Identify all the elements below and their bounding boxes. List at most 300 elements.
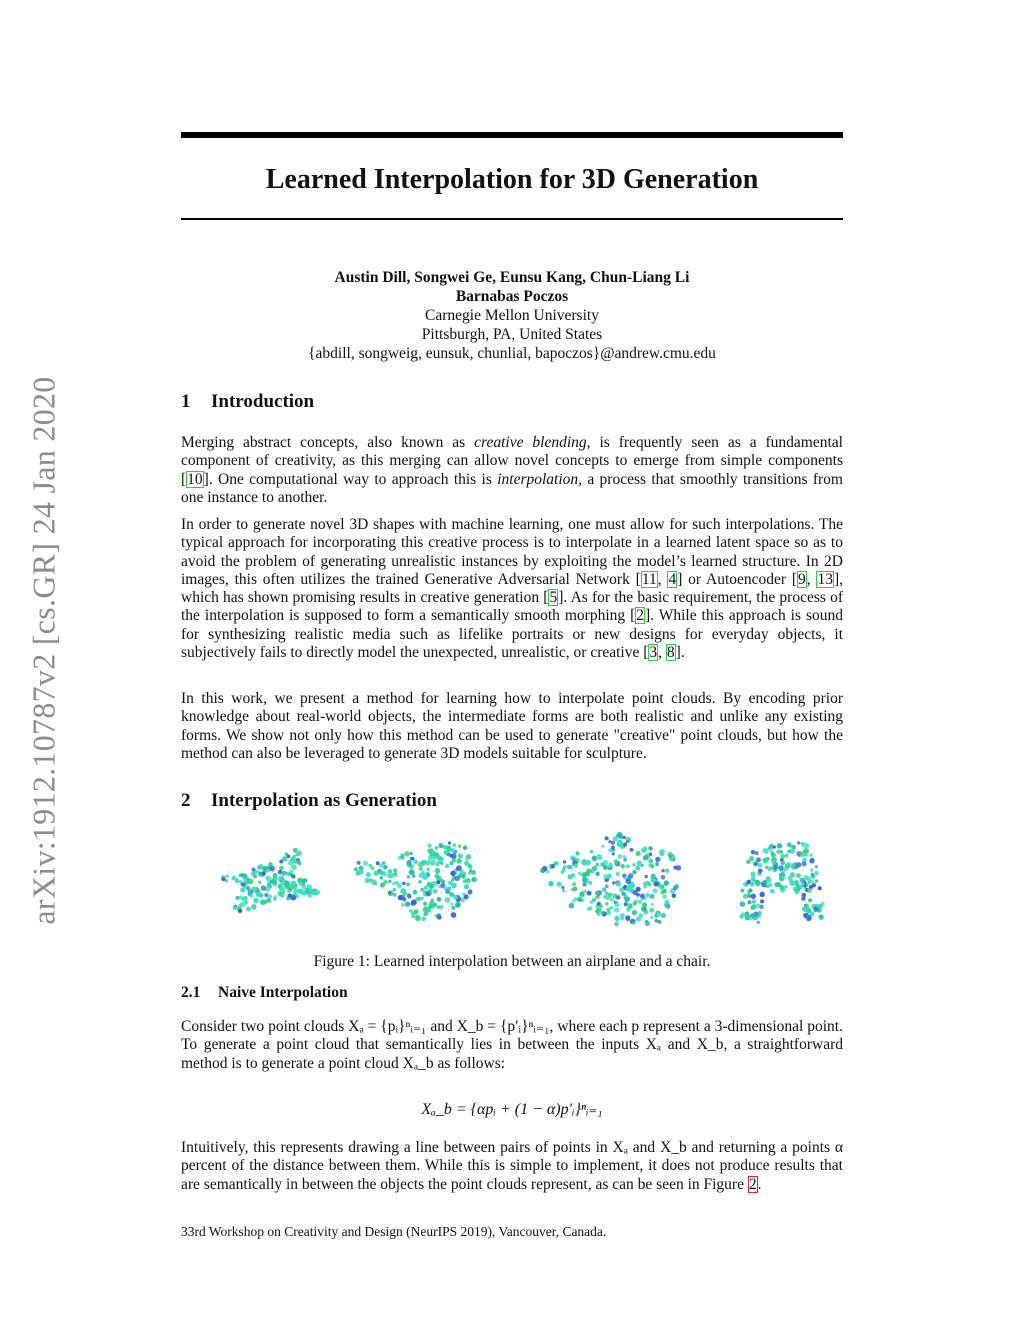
point-dot bbox=[754, 862, 757, 865]
point-dot bbox=[771, 866, 774, 869]
point-dot bbox=[267, 883, 271, 887]
point-cloud-airplane bbox=[221, 848, 320, 913]
citation-link-10[interactable]: 10 bbox=[187, 470, 203, 488]
point-dot bbox=[784, 853, 788, 857]
point-dot bbox=[776, 849, 781, 854]
point-dot bbox=[420, 897, 424, 901]
point-dot bbox=[432, 881, 438, 887]
point-dot bbox=[655, 862, 659, 866]
point-dot bbox=[750, 882, 754, 886]
point-dot bbox=[311, 891, 314, 894]
point-dot bbox=[815, 865, 818, 868]
point-dot bbox=[625, 896, 630, 901]
text-run: ]. bbox=[675, 644, 685, 662]
point-dot bbox=[741, 913, 746, 918]
text-run: ] or Autoencoder [ bbox=[677, 570, 798, 588]
point-dot bbox=[645, 920, 648, 923]
point-dot bbox=[665, 900, 670, 905]
point-dot bbox=[747, 900, 751, 904]
text-run: , is frequently seen as a fundamental component of creativity, as this merging can allow novel concepts to emerge from simple components [ bbox=[181, 434, 843, 488]
point-dot bbox=[658, 884, 662, 888]
emphasis-creative-blending: creative blending bbox=[474, 434, 587, 451]
point-dot bbox=[649, 908, 654, 913]
point-dot bbox=[618, 833, 624, 839]
point-dot bbox=[288, 860, 294, 866]
location: Pittsburgh, PA, United States bbox=[421, 326, 603, 343]
point-dot bbox=[643, 885, 647, 889]
point-dot bbox=[618, 854, 623, 859]
point-dot bbox=[780, 885, 785, 890]
point-dot bbox=[625, 864, 629, 868]
point-dot bbox=[370, 866, 374, 870]
point-dot bbox=[614, 859, 619, 864]
point-dot bbox=[662, 895, 666, 899]
point-dot bbox=[465, 857, 469, 861]
point-dot bbox=[428, 904, 433, 909]
text-run: ]. As for the basic requirement, the process of the interpolation is supposed to form a semantically smooth morphing [ bbox=[181, 589, 843, 625]
point-dot bbox=[612, 881, 616, 885]
point-dot bbox=[401, 856, 405, 860]
point-dot bbox=[627, 903, 630, 906]
point-dot bbox=[450, 861, 454, 865]
section-title: Introduction bbox=[211, 391, 315, 412]
point-dot bbox=[630, 848, 634, 852]
text-run: Intuitively, this represents drawing a line between pairs of points in Xₐ and X_b and returning a points α percent of the distance between them. While this is simple to implement, it does not produce results that are semantically in between the objects the point clouds represent, as can be seen in Figure bbox=[181, 1139, 843, 1193]
point-dot bbox=[608, 863, 613, 868]
point-dot bbox=[650, 864, 654, 868]
point-dot bbox=[240, 902, 246, 908]
point-dot bbox=[463, 879, 467, 883]
title-rule-bottom bbox=[181, 218, 843, 220]
citation-link-2[interactable]: 2 bbox=[636, 607, 644, 625]
point-dot bbox=[676, 865, 681, 870]
point-dot bbox=[600, 862, 604, 866]
point-dot bbox=[266, 869, 270, 873]
point-dot bbox=[393, 893, 397, 897]
point-dot bbox=[654, 881, 659, 886]
point-dot bbox=[296, 860, 300, 864]
point-dot bbox=[648, 846, 652, 850]
point-dot bbox=[448, 848, 452, 852]
citation-link-5[interactable]: 5 bbox=[549, 589, 558, 607]
point-dot bbox=[246, 877, 250, 881]
point-dot bbox=[407, 894, 412, 899]
point-dot bbox=[803, 908, 806, 911]
point-cloud-chair bbox=[739, 841, 824, 924]
point-dot bbox=[436, 862, 440, 866]
point-dot bbox=[435, 853, 439, 857]
point-dot bbox=[625, 887, 630, 892]
point-dot bbox=[616, 882, 621, 887]
point-dot bbox=[444, 886, 448, 890]
point-dot bbox=[413, 910, 418, 915]
citation-link-13[interactable]: 13 bbox=[817, 570, 833, 588]
point-dot bbox=[445, 851, 448, 854]
point-dot bbox=[811, 873, 814, 876]
point-dot bbox=[766, 857, 770, 861]
point-dot bbox=[814, 871, 819, 876]
point-cloud-interpolation-1 bbox=[354, 841, 477, 921]
point-dot bbox=[620, 917, 624, 921]
point-dot bbox=[418, 862, 424, 868]
point-dot bbox=[650, 894, 655, 899]
point-dot bbox=[389, 873, 394, 878]
point-dot bbox=[287, 890, 290, 893]
point-dot bbox=[771, 852, 776, 857]
point-dot bbox=[650, 916, 653, 919]
point-dot bbox=[464, 884, 469, 889]
point-dot bbox=[378, 869, 382, 873]
point-dot bbox=[632, 870, 636, 874]
point-dot bbox=[656, 913, 660, 917]
point-dot bbox=[810, 868, 813, 871]
point-dot bbox=[632, 910, 638, 916]
point-dot bbox=[674, 884, 679, 889]
point-dot bbox=[563, 860, 566, 863]
point-dot bbox=[768, 847, 771, 850]
point-dot bbox=[383, 880, 388, 885]
point-dot bbox=[625, 915, 630, 920]
point-dot bbox=[773, 845, 776, 848]
point-dot bbox=[608, 893, 613, 898]
point-dot bbox=[648, 859, 653, 864]
point-dot bbox=[791, 848, 794, 851]
point-dot bbox=[398, 895, 403, 900]
affiliation: Carnegie Mellon University bbox=[425, 307, 599, 324]
section-number: 1 bbox=[181, 391, 191, 412]
section-number: 2 bbox=[181, 790, 191, 811]
point-dot bbox=[605, 884, 609, 888]
point-dot bbox=[279, 887, 284, 892]
point-dot bbox=[401, 903, 405, 907]
point-dot bbox=[388, 880, 391, 883]
point-dot bbox=[256, 892, 262, 898]
point-dot bbox=[442, 845, 445, 848]
point-dot bbox=[787, 850, 791, 854]
point-dot bbox=[260, 900, 265, 905]
point-dot bbox=[623, 876, 626, 879]
intro-paragraph-2 bbox=[181, 516, 843, 662]
citation-link-4[interactable]: 4 bbox=[668, 570, 677, 588]
point-dot bbox=[305, 888, 310, 893]
subsection-heading-naive-interpolation bbox=[181, 984, 348, 1002]
text-run: In order to generate novel 3D shapes with machine learning, one must allow for such interpolations. The typical approach for incorporating this creative process is to interpolate in a learned latent space so as to avoid the problem of generating unrealistic instances by exploiting the model’s learned structure. In 2D images, this often utilizes the trained Generative Adversarial Network [ bbox=[181, 516, 843, 588]
point-cloud-interpolation-2 bbox=[540, 832, 681, 927]
point-dot bbox=[759, 904, 763, 908]
point-dot bbox=[789, 879, 794, 884]
point-dot bbox=[426, 868, 430, 872]
point-dot bbox=[226, 875, 229, 878]
text-run: , a process that smoothly transitions from one instance to another. bbox=[181, 470, 843, 506]
point-dot bbox=[567, 865, 571, 869]
section-title: Interpolation as Generation bbox=[211, 790, 437, 811]
point-dot bbox=[586, 872, 590, 876]
point-dot bbox=[574, 897, 578, 901]
point-dot bbox=[740, 889, 744, 893]
point-dot bbox=[642, 902, 647, 907]
citation-link-3[interactable]: 3 bbox=[649, 644, 658, 662]
point-dot bbox=[548, 881, 553, 886]
arxiv-stamp-text: arXiv:1912.10787v2 [cs.GR] 24 Jan 2020 bbox=[25, 375, 62, 925]
paper-title: Learned Interpolation for 3D Generation bbox=[265, 164, 759, 195]
point-dot bbox=[428, 889, 432, 893]
point-dot bbox=[654, 919, 658, 923]
point-dot bbox=[662, 889, 667, 894]
point-dot bbox=[253, 898, 259, 904]
author-names-line2: Barnabas Poczos bbox=[455, 288, 569, 305]
point-dot bbox=[578, 872, 582, 876]
point-dot bbox=[621, 864, 625, 868]
point-dot bbox=[560, 870, 563, 873]
point-dot bbox=[665, 869, 670, 874]
point-cloud-interpolation-figure bbox=[210, 823, 840, 943]
text-run: , bbox=[657, 570, 668, 588]
point-dot bbox=[291, 895, 296, 900]
point-dot bbox=[402, 882, 406, 886]
point-dot bbox=[751, 875, 756, 880]
point-dot bbox=[606, 907, 610, 911]
point-dot bbox=[779, 873, 783, 877]
point-dot bbox=[366, 872, 371, 877]
point-dot bbox=[758, 868, 763, 873]
point-dot bbox=[669, 855, 672, 858]
point-dot bbox=[258, 881, 261, 884]
point-dot bbox=[251, 867, 255, 871]
point-dot bbox=[757, 921, 761, 925]
point-dot bbox=[625, 878, 631, 884]
point-dot bbox=[595, 891, 599, 895]
point-dot bbox=[578, 898, 582, 902]
point-dot bbox=[273, 897, 276, 900]
point-dot bbox=[407, 875, 411, 879]
point-dot bbox=[239, 880, 242, 883]
point-dot bbox=[614, 902, 619, 907]
point-dot bbox=[672, 894, 677, 899]
point-dot bbox=[563, 865, 566, 868]
point-dot bbox=[796, 862, 801, 867]
emails: {abdill, songweig, eunsuk, chunlial, bapoczos}@andrew.cmu.edu bbox=[308, 345, 716, 362]
point-dot bbox=[472, 878, 475, 881]
point-dot bbox=[610, 906, 613, 909]
point-dot bbox=[797, 841, 801, 845]
point-dot bbox=[651, 875, 655, 879]
point-dot bbox=[636, 860, 641, 865]
point-dot bbox=[740, 901, 745, 906]
point-dot bbox=[253, 874, 257, 878]
point-dot bbox=[279, 859, 283, 863]
point-dot bbox=[810, 879, 814, 883]
point-dot bbox=[813, 907, 818, 912]
point-dot bbox=[583, 890, 587, 894]
point-dot bbox=[450, 902, 453, 905]
point-dot bbox=[388, 869, 392, 873]
point-dot bbox=[751, 904, 757, 910]
point-dot bbox=[410, 870, 415, 875]
point-dot bbox=[448, 841, 451, 844]
point-dot bbox=[388, 891, 391, 894]
point-dot bbox=[373, 882, 377, 886]
point-dot bbox=[297, 878, 302, 883]
point-dot bbox=[763, 880, 768, 885]
point-dot bbox=[614, 907, 619, 912]
text-run: ]. One computational way to approach this is bbox=[203, 470, 498, 488]
point-dot bbox=[458, 854, 463, 859]
point-dot bbox=[406, 883, 410, 887]
text-run: Merging abstract concepts, also known as bbox=[181, 434, 475, 451]
citation-link-11[interactable]: 11 bbox=[641, 570, 657, 588]
point-dot bbox=[643, 855, 648, 860]
point-dot bbox=[664, 880, 669, 885]
point-dot bbox=[291, 874, 296, 879]
point-dot bbox=[464, 862, 468, 866]
point-dot bbox=[745, 914, 750, 919]
point-dot bbox=[280, 880, 285, 885]
point-dot bbox=[636, 851, 641, 856]
point-dot bbox=[610, 898, 614, 902]
point-dot bbox=[782, 875, 786, 879]
point-dot bbox=[749, 856, 754, 861]
text-run: . bbox=[757, 1175, 762, 1193]
point-dot bbox=[626, 837, 632, 843]
point-dot bbox=[258, 864, 262, 868]
point-dot bbox=[801, 893, 806, 898]
subsection-number: 2.1 bbox=[181, 984, 201, 1001]
point-dot bbox=[376, 861, 380, 865]
point-dot bbox=[423, 902, 427, 906]
point-dot bbox=[599, 904, 603, 908]
point-dot bbox=[808, 898, 812, 902]
point-dot bbox=[471, 870, 476, 875]
point-dot bbox=[423, 906, 428, 911]
point-dot bbox=[282, 871, 287, 876]
point-dot bbox=[380, 876, 383, 879]
point-dot bbox=[619, 887, 624, 892]
point-dot bbox=[812, 883, 816, 887]
point-dot bbox=[770, 889, 775, 894]
point-dot bbox=[589, 906, 593, 910]
point-dot bbox=[410, 857, 413, 860]
point-dot bbox=[592, 898, 596, 902]
point-dot bbox=[576, 851, 580, 855]
point-dot bbox=[413, 890, 418, 895]
point-dot bbox=[561, 886, 564, 889]
point-dot bbox=[653, 888, 658, 893]
point-dot bbox=[802, 897, 806, 901]
point-dot bbox=[582, 877, 588, 883]
point-dot bbox=[456, 867, 460, 871]
point-dot bbox=[590, 869, 595, 874]
point-dot bbox=[273, 873, 278, 878]
point-dot bbox=[415, 897, 418, 900]
point-dot bbox=[587, 891, 592, 896]
point-dot bbox=[297, 851, 303, 857]
point-dot bbox=[404, 851, 410, 857]
point-dot bbox=[771, 859, 775, 863]
figure-2-link[interactable]: 2 bbox=[748, 1175, 757, 1193]
point-dot bbox=[755, 851, 759, 855]
point-dot bbox=[261, 872, 265, 876]
point-dot bbox=[562, 889, 565, 892]
point-dot bbox=[658, 850, 663, 855]
citation-link-8[interactable]: 8 bbox=[666, 644, 675, 662]
point-dot bbox=[392, 888, 395, 891]
point-dot bbox=[403, 892, 407, 896]
point-dot bbox=[406, 862, 411, 867]
point-dot bbox=[804, 848, 809, 853]
point-dot bbox=[284, 884, 289, 889]
point-dot bbox=[614, 922, 619, 927]
point-dot bbox=[287, 854, 291, 858]
point-dot bbox=[621, 892, 625, 896]
point-dot bbox=[585, 860, 591, 866]
point-dot bbox=[628, 873, 633, 878]
point-dot bbox=[645, 893, 650, 898]
point-dot bbox=[651, 903, 654, 906]
citation-link-9[interactable]: 9 bbox=[798, 570, 806, 588]
point-dot bbox=[751, 850, 755, 854]
point-dot bbox=[796, 873, 801, 878]
point-dot bbox=[574, 863, 579, 868]
point-dot bbox=[234, 878, 239, 883]
point-dot bbox=[451, 912, 457, 918]
text-run: ]. While this approach is sound for synthesizing realistic media such as lifelike portraits or new designs for everyday objects, it subjectively fails to directly model the unexpected, unrealistic, or creative [ bbox=[181, 607, 843, 662]
intro-paragraph-3: In this work, we present a method for learning how to interpolate point clouds. By encoding prior knowledge about real-world objects, the intermediate forms are both realistic and unlike any existing forms. We show not only how this method can be used to generate "creative" point clouds, but how the method can also be leveraged to generate 3D models suitable for sculpture. bbox=[181, 690, 843, 762]
point-dot bbox=[427, 882, 432, 887]
point-dot bbox=[453, 843, 457, 847]
point-dot bbox=[240, 887, 245, 892]
point-dot bbox=[601, 845, 604, 848]
point-dot bbox=[787, 862, 792, 867]
point-dot bbox=[274, 881, 278, 885]
point-dot bbox=[434, 874, 439, 879]
footnote: 33rd Workshop on Creativity and Design (NeurIPS 2019), Vancouver, Canada. bbox=[181, 1224, 607, 1239]
point-dot bbox=[300, 890, 305, 895]
naive-paragraph-2 bbox=[181, 1139, 843, 1194]
point-dot bbox=[765, 866, 768, 869]
point-dot bbox=[432, 889, 437, 894]
point-dot bbox=[777, 843, 783, 849]
point-dot bbox=[597, 854, 603, 860]
point-dot bbox=[410, 852, 413, 855]
point-dot bbox=[439, 844, 443, 848]
point-dot bbox=[541, 869, 544, 872]
point-dot bbox=[454, 875, 460, 881]
point-dot bbox=[647, 882, 651, 886]
point-dot bbox=[421, 871, 425, 875]
point-dot bbox=[571, 873, 575, 877]
point-dot bbox=[778, 866, 782, 870]
point-dot bbox=[815, 879, 819, 883]
point-dot bbox=[463, 846, 467, 850]
point-dot bbox=[743, 894, 748, 899]
point-dot bbox=[804, 875, 809, 880]
point-dot bbox=[806, 844, 809, 847]
point-dot bbox=[291, 864, 297, 870]
point-dot bbox=[801, 861, 806, 866]
point-dot bbox=[623, 843, 627, 847]
point-dot bbox=[774, 882, 779, 887]
point-dot bbox=[755, 881, 761, 887]
point-dot bbox=[752, 915, 758, 921]
point-dot bbox=[661, 869, 664, 872]
point-dot bbox=[462, 892, 465, 895]
point-dot bbox=[280, 892, 285, 897]
point-dot bbox=[261, 885, 266, 890]
point-dot bbox=[810, 853, 814, 857]
point-dot bbox=[246, 907, 251, 912]
point-dot bbox=[752, 900, 756, 904]
point-dot bbox=[595, 863, 599, 867]
